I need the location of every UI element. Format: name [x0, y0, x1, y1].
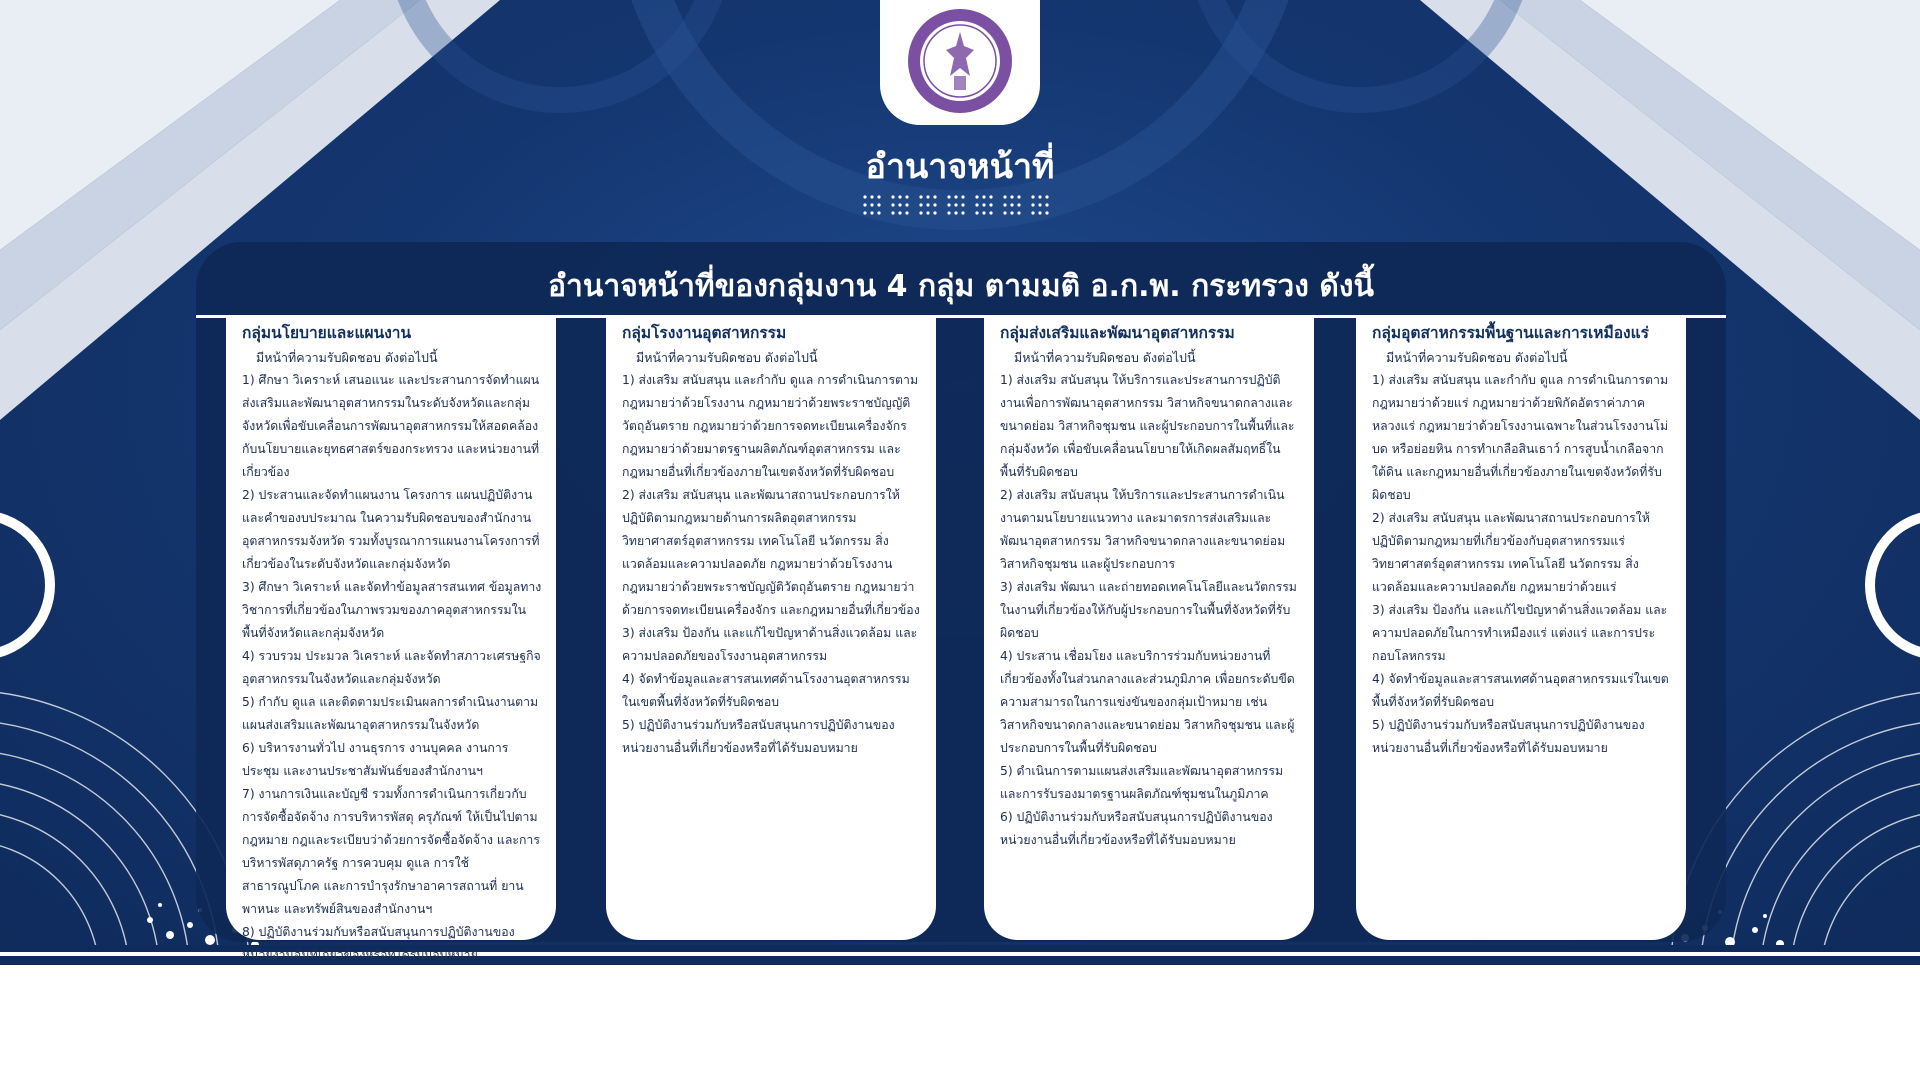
list-item: 7) งานการเงินและบัญชี รวมทั้งการดำเนินการเกี่ยวกับการจัดซื้อจัดจ้าง การบริหารพัสดุ ครุภัณฑ์ ให้เป็นไปตามกฎหมาย กฎและระเบียบว่าด้วยการจัดซื้อจัดจ้าง และการบริหารพัสดุภาครัฐ การควบคุม ดูแล การใช้สาธารณูปโภค และการบำรุงรักษาอาคารสถานที่ ยานพาหนะ และทรัพย์สินของสำนักงานฯ — [242, 787, 540, 916]
list-item: 5) ปฏิบัติงานร่วมกับหรือสนับสนุนการปฏิบัติงานของหน่วยงานอื่นที่เกี่ยวข้องหรือที่ได้รับมอบหมาย — [622, 718, 895, 755]
card-industry-promotion — [984, 318, 1314, 940]
list-item: 5) ดำเนินการตามแผนส่งเสริมและพัฒนาอุตสาหกรรม และการรับรองมาตรฐานผลิตภัณฑ์ชุมชนในภูมิภาค — [1000, 764, 1284, 801]
card-industrial-factories — [606, 318, 936, 940]
card-title: กลุ่มโรงงานอุตสาหกรรม — [622, 324, 787, 342]
card-policy-planning — [226, 318, 556, 962]
list-item: 3) ศึกษา วิเคราะห์ และจัดทำข้อมูลสารสนเทศ ข้อมูลทางวิชาการที่เกี่ยวข้องในภาพรวมของภาคอุตสาหกรรมในพื้นที่จังหวัดและกลุ่มจังหวัด — [242, 580, 542, 640]
card-title: กลุ่มส่งเสริมและพัฒนาอุตสาหกรรม — [1000, 324, 1235, 342]
list-item: 2) ประสานและจัดทำแผนงาน โครงการ แผนปฏิบัติงาน และคำของบประมาณ ในความรับผิดชอบของสำนักงานอุตสาหกรรมจังหวัด รวมทั้งบูรณาการแผนงานโครงการที่เกี่ยวข้องในระดับจังหวัดและกลุ่มจังหวัด — [242, 488, 540, 571]
list-item: 1) ส่งเสริม สนับสนุน และกำกับ ดูแล การดำเนินการตามกฎหมายว่าด้วยแร่ กฎหมายว่าด้วยพิกัดอัตราค่าภาคหลวงแร่ กฎหมายว่าด้วยโรงงานเฉพาะในส่วนโรงงานโม่ บด หรือย่อยหิน การทำเกลือสินเธาว์ การสูบน้ำเกลือจากใต้ดิน และกฎหมายอื่นที่เกี่ยวข้องภายในเขตจังหวัดที่รับผิดชอบ — [1372, 373, 1669, 502]
list-item: 4) จัดทำข้อมูลและสารสนเทศด้านอุตสาหกรรมแร่ในเขตพื้นที่จังหวัดที่รับผิดชอบ — [1372, 672, 1669, 709]
list-item: 6) ปฏิบัติงานร่วมกับหรือสนับสนุนการปฏิบัติงานของหน่วยงานอื่นที่เกี่ยวข้องหรือที่ได้รับมอบหมาย — [1000, 810, 1273, 847]
list-item: 1) ส่งเสริม สนับสนุน และกำกับ ดูแล การดำเนินการตามกฎหมายว่าด้วยโรงงาน กฎหมายว่าด้วยพระราชบัญญัติวัตถุอันตราย กฎหมายว่าด้วยการจดทะเบียนเครื่องจักร กฎหมายว่าด้วยมาตรฐานผลิตภัณฑ์อุตสาหกรรม และกฎหมายอื่นที่เกี่ยวข้องภายในเขตจังหวัดที่รับผิดชอบ — [622, 373, 919, 479]
list-item: 1) ส่งเสริม สนับสนุน ให้บริการและประสานการปฏิบัติงานเพื่อการพัฒนาอุตสาหกรรม วิสาหกิจขนาดกลางและขนาดย่อม วิสาหกิจชุมชน และผู้ประกอบการในพื้นที่และกลุ่มจังหวัด เพื่อขับเคลื่อนนโยบายให้เกิดผลสัมฤทธิ์ในพื้นที่รับผิดชอบ — [1000, 373, 1295, 479]
list-item: 5) กำกับ ดูแล และติดตามประเมินผลการดำเนินงานตามแผนส่งเสริมและพัฒนาอุตสาหกรรมในจังหวัด — [242, 695, 539, 732]
list-item: 2) ส่งเสริม สนับสนุน และพัฒนาสถานประกอบการให้ปฏิบัติตามกฎหมายด้านการผลิตอุตสาหกรรม วิทยาศาสตร์อุตสาหกรรม เทคโนโลยี นวัตกรรม สิ่งแวดล้อมและความปลอดภัย กฎหมายว่าด้วยโรงงาน กฎหมายว่าด้วยพระราชบัญญัติวัตถุอันตราย กฎหมายว่าด้วยการจดทะเบียนเครื่องจักร และกฎหมายอื่นที่เกี่ยวข้อง — [622, 488, 920, 617]
card-title: กลุ่มอุตสาหกรรมพื้นฐานและการเหมืองแร่ — [1372, 324, 1649, 342]
list-item: 4) รวบรวม ประมวล วิเคราะห์ และจัดทำสภาวะเศรษฐกิจอุตสาหกรรมในจังหวัดและกลุ่มจังหวัด — [242, 649, 541, 686]
footer-blank — [0, 965, 1920, 1080]
list-item: 4) จัดทำข้อมูลและสารสนเทศด้านโรงงานอุตสาหกรรมในเขตพื้นที่จังหวัดที่รับผิดชอบ — [622, 672, 910, 709]
list-item: 2) ส่งเสริม สนับสนุน และพัฒนาสถานประกอบการให้ปฏิบัติตามกฎหมายที่เกี่ยวข้องกับอุตสาหกรรมแร่ วิทยาศาสตร์อุตสาหกรรม เทคโนโลยี นวัตกรรม สิ่งแวดล้อมและความปลอดภัย กฎหมายว่าด้วยแร่ — [1372, 511, 1650, 594]
section-subtitle: อำนาจหน้าที่ของกลุ่มงาน 4 กลุ่ม ตามมติ อ.ก.พ. กระทรวง ดังนี้ — [548, 269, 1374, 304]
card-intro: มีหน้าที่ความรับผิดชอบ ดังต่อไปนี้ — [1014, 350, 1196, 365]
list-item: 5) ปฏิบัติงานร่วมกับหรือสนับสนุนการปฏิบัติงานของหน่วยงานอื่นที่เกี่ยวข้องหรือที่ได้รับมอบหมาย — [1372, 718, 1645, 755]
list-item: 2) ส่งเสริม สนับสนุน ให้บริการและประสานการดำเนินงานตามนโยบายแนวทาง และมาตรการส่งเสริมและพัฒนาอุตสาหกรรม วิสาหกิจขนาดกลางและขนาดย่อม วิสาหกิจชุมชน และผู้ประกอบการ — [1000, 488, 1286, 571]
list-item: 3) ส่งเสริม ป้องกัน และแก้ไขปัญหาด้านสิ่งแวดล้อม และความปลอดภัยในการทำเหมืองแร่ แต่งแร่ และการประกอบโลหกรรม — [1372, 603, 1668, 663]
list-item: 3) ส่งเสริม ป้องกัน และแก้ไขปัญหาด้านสิ่งแวดล้อม และความปลอดภัยของโรงงานอุตสาหกรรม — [622, 626, 918, 663]
card-basic-industry-mining — [1356, 318, 1686, 940]
list-item: 8) ปฏิบัติงานร่วมกับหรือสนับสนุนการปฏิบัติงานของหน่วยงานอื่นที่เกี่ยวข้องหรือที่ได้รับมอบหมาย — [242, 925, 515, 962]
ministry-logo — [900, 6, 1020, 116]
card-intro: มีหน้าที่ความรับผิดชอบ ดังต่อไปนี้ — [1386, 350, 1568, 365]
card-intro: มีหน้าที่ความรับผิดชอบ ดังต่อไปนี้ — [636, 350, 818, 365]
list-item: 4) ประสาน เชื่อมโยง และบริการร่วมกับหน่วยงานที่เกี่ยวข้องทั้งในส่วนกลางและส่วนภูมิภาค เพื่อยกระดับขีดความสามารถในการแข่งขันของกลุ่มเป้าหมาย เช่น วิสาหกิจขนาดกลางและขนาดย่อม วิสาหกิจชุมชน และผู้ประกอบการในพื้นที่รับผิดชอบ — [1000, 649, 1295, 755]
card-intro: มีหน้าที่ความรับผิดชอบ ดังต่อไปนี้ — [256, 350, 438, 365]
title-dots-decoration — [862, 193, 1058, 217]
list-item: 3) ส่งเสริม พัฒนา และถ่ายทอดเทคโนโลยีและนวัตกรรม ในงานที่เกี่ยวข้องให้กับผู้ประกอบการในพื้นที่จังหวัดที่รับผิดชอบ — [1000, 580, 1297, 640]
page-title: อำนาจหน้าที่ — [865, 147, 1055, 187]
list-item: 1) ศึกษา วิเคราะห์ เสนอแนะ และประสานการจัดทำแผนส่งเสริมและพัฒนาอุตสาหกรรมในระดับจังหวัดและกลุ่มจังหวัดเพื่อขับเคลื่อนการพัฒนาอุตสาหกรรมให้สอดคล้องกับนโยบายและยุทธศาสตร์ของกระทรวง และหน่วยงานที่เกี่ยวข้อง — [242, 373, 540, 479]
list-item: 6) บริหารงานทั่วไป งานธุรการ งานบุคคล งานการประชุม และงานประชาสัมพันธ์ของสำนักงานฯ — [242, 741, 509, 778]
card-title: กลุ่มนโยบายและแผนงาน — [242, 324, 412, 342]
